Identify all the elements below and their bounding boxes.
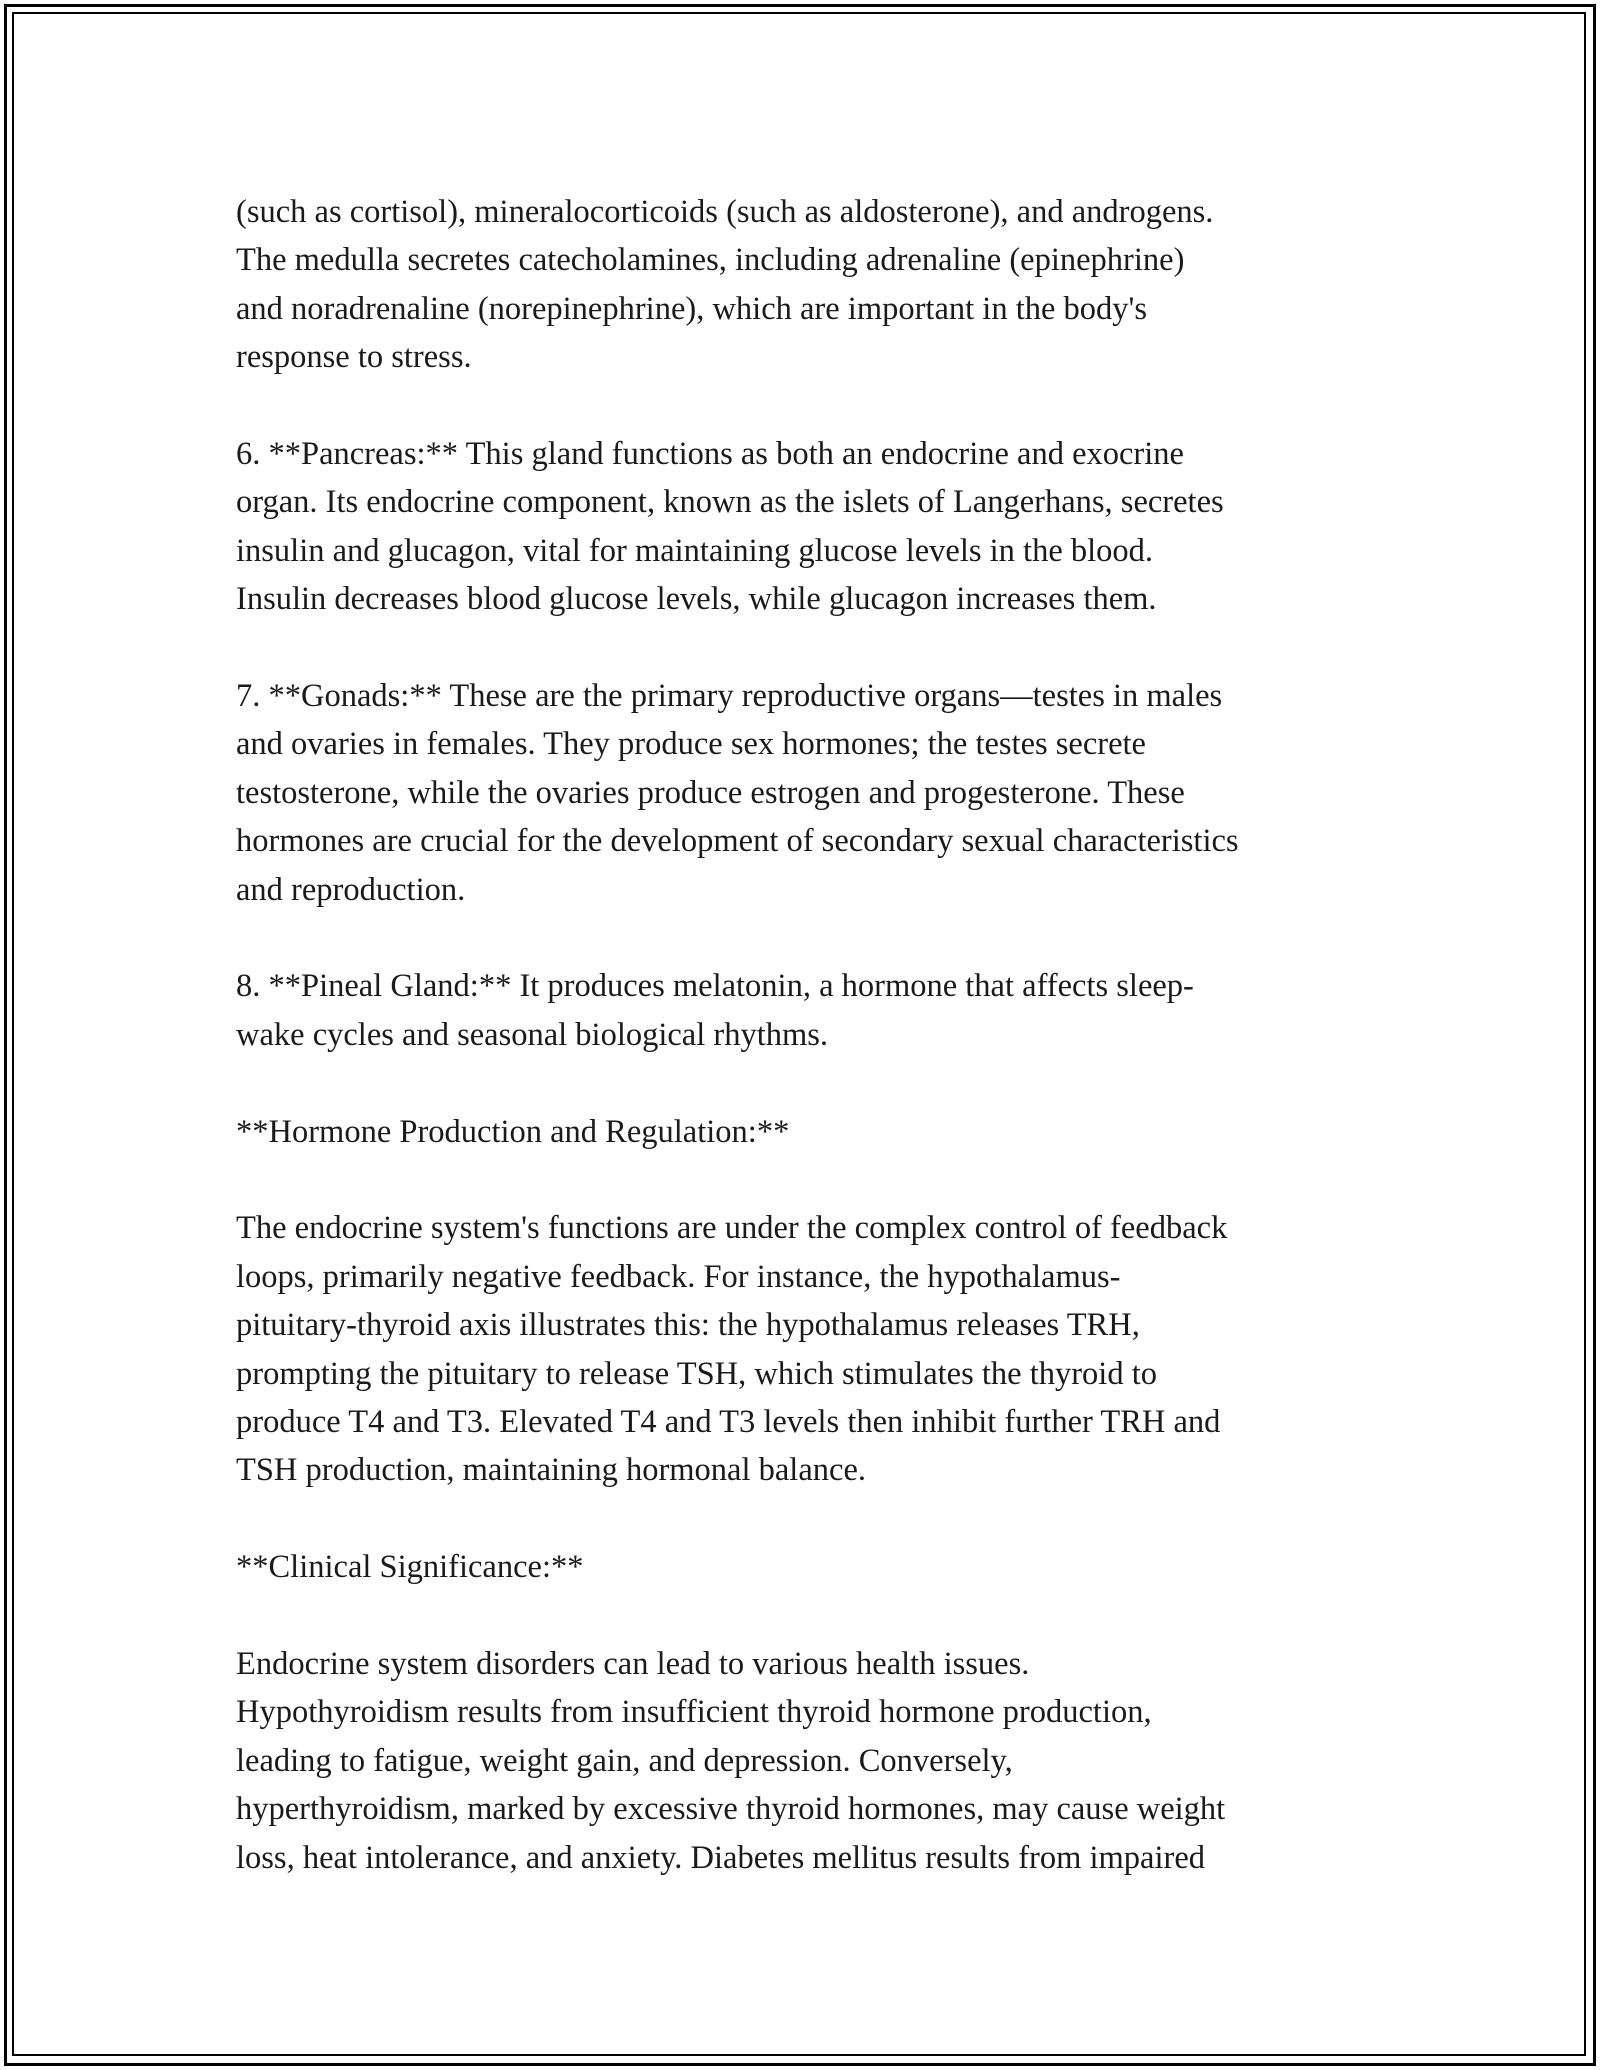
- heading-clinical-significance: **Clinical Significance:**: [236, 1549, 584, 1586]
- paragraph-gonads: 7. **Gonads:** These are the primary reproductive organs—testes in males and ovaries in females. They produce sex hormones; the testes secrete testosterone, while the ovaries produce estrogen and progesterone. These hormones are crucial for the development of secondary sexual characteristics and reproduction.: [236, 678, 1239, 908]
- paragraph-pancreas: 6. **Pancreas:** This gland functions as both an endocrine and exocrine organ. Its endocrine component, known as the islets of Langerhans, secretes insulin and glucagon, vital for maintaining glucose levels in the blood. Insulin decreases blood glucose levels, while glucagon increases them.: [236, 436, 1224, 618]
- paragraph-adrenal-continued: (such as cortisol), mineralocorticoids (such as aldosterone), and androgens. The medulla secretes catecholamines, including adrenaline (epinephrine) and noradrenaline (norepinephrine), which are important in the body's response to stress.: [236, 194, 1214, 376]
- heading-hormone-production: **Hormone Production and Regulation:**: [236, 1113, 790, 1150]
- paragraph-feedback-loops: The endocrine system's functions are under the complex control of feedback loops, primarily negative feedback. For instance, the hypothalamus- pituitary-thyroid axis illustrates this: the hypothalamus releases TRH, prompting the pituitary to release TSH, which stimulates the thyroid to produce T4 and T3. Elevated T4 and T3 levels then inhibit further TRH and TSH production, maintaining hormonal balance.: [236, 1210, 1228, 1489]
- paragraph-endocrine-disorders: Endocrine system disorders can lead to various health issues. Hypothyroidism results from insufficient thyroid hormone production, leading to fatigue, weight gain, and depression. Conversely, hyperthyroidism, marked by excessive thyroid hormones, may cause weight loss, heat intolerance, and anxiety. Diabetes mellitus results from impaired: [236, 1646, 1226, 1876]
- paragraph-pineal-gland: 8. **Pineal Gland:** It produces melatonin, a hormone that affects sleep- wake cycles and seasonal biological rhythms.: [236, 968, 1194, 1053]
- document-body: [236, 188, 1386, 1931]
